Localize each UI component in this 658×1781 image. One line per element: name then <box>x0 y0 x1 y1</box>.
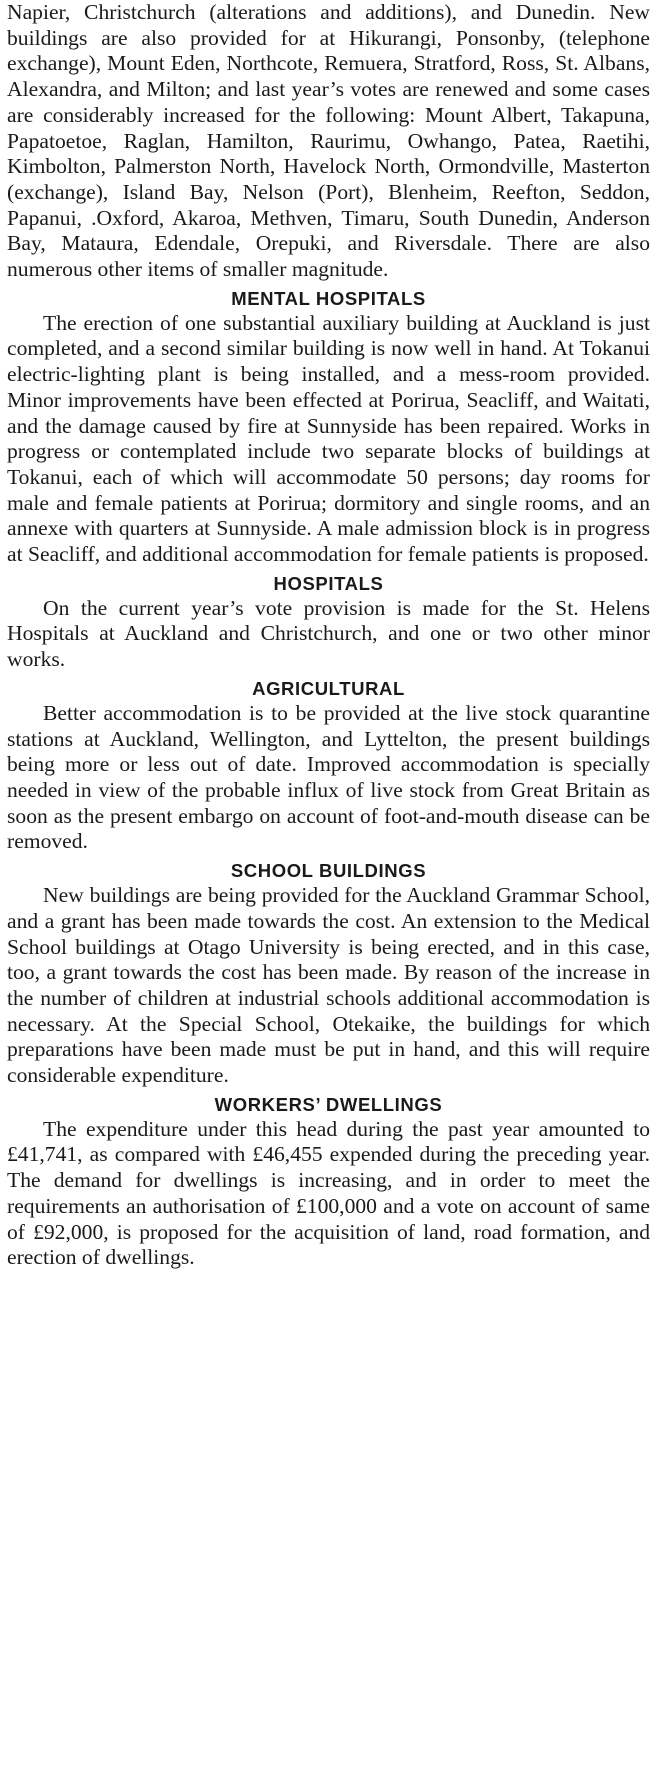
paragraph-hospitals: On the current year’s vote provision is made for the St. Helens Hospitals at Auckland and Christchurch, and one or two other minor works. <box>7 595 650 672</box>
heading-school-buildings: SCHOOL BUILDINGS <box>230 860 427 882</box>
heading-mental-hospitals: MENTAL HOSPITALS <box>231 287 426 309</box>
section-hospitals <box>7 571 650 673</box>
heading-hospitals: HOSPITALS <box>273 572 384 594</box>
paragraph-agricultural: Better accommodation is to be provided at the live stock quarantine stations at Auckland, Wellington, and Lyttelton, the present buildings being more or less out of date. Improved accommodation is specially needed in view of the probable influx of live stock from Great Britain as soon as the present embargo on account of foot-and-mouth disease can be removed. <box>7 700 650 854</box>
paragraph-buildings-list: Napier, Christchurch (alterations and additions), and Dunedin. New buildings are also provided for at Hikurangi, Ponsonby, (telephone exchange), Mount Eden, Northcote, Remuera, Stratford, Ross, St. Albans, Alexandra, and Milton; and last year’s votes are renewed and some cases are considerably increased for the following: Mount Albert, Takapuna, Papatoetoe, Raglan, Hamilton, Raurimu, Owhango, Patea, Raetihi, Kimbolton, Palmerston North, Havelock North, Ormondville, Masterton (exchange), Island Bay, Nelson (Port), Blenheim, Reefton, Seddon, Papanui, .Oxford, Akaroa, Methven, Timaru, South Dunedin, Anderson Bay, Mataura, Edendale, Orepuki, and Riversdale. There are also numerous other items of smaller magnitude. <box>7 0 650 282</box>
section-agricultural <box>7 676 650 855</box>
paragraph-school-buildings: New buildings are being provided for the Auckland Grammar School, and a grant has been made towards the cost. An extension to the Medical School buildings at Otago University is being erected, and in this case, too, a grant towards the cost has been made. By reason of the increase in the number of children at industrial schools additional accommodation is necessary. At the Special School, Otekaike, the buildings for which preparations have been made must be put in hand, and this will require considerable expenditure. <box>7 883 650 1088</box>
paragraph-mental-hospitals: The erection of one substantial auxiliary building at Auckland is just completed, and a second similar building is now well in hand. At Tokanui electric-lighting plant is being installed, and a mess-room provided. Minor improvements have been effected at Porirua, Seacliff, and Waitati, and the damage caused by fire at Sunnyside has been repaired. Works in progress or contemplated include two separate blocks of buildings at Tokanui, each of which will accommodate 50 persons; day rooms for male and female patients at Porirua; dormitory and single rooms, and an annexe with quarters at Sunnyside. A male admission block is in progress at Seacliff, and additional accommodation for female patients is proposed. <box>7 310 650 567</box>
heading-workers-dwellings: WORKERS’ DWELLINGS <box>214 1093 443 1115</box>
paragraph-workers-dwellings: The expenditure under this head during the past year amounted to £41,741, as compared with £46,455 expended during the preceding year. The demand for dwellings is increasing, and in order to meet the requirements an authorisation of £100,000 and a vote on account of same of £92,000, is proposed for the acquisition of land, road formation, and erection of dwellings. <box>7 1116 650 1270</box>
section-continuation <box>7 0 650 283</box>
section-school-buildings <box>7 858 650 1089</box>
heading-agricultural: AGRICULTURAL <box>252 677 405 699</box>
section-workers-dwellings <box>7 1092 650 1271</box>
section-mental-hospitals <box>7 286 650 568</box>
